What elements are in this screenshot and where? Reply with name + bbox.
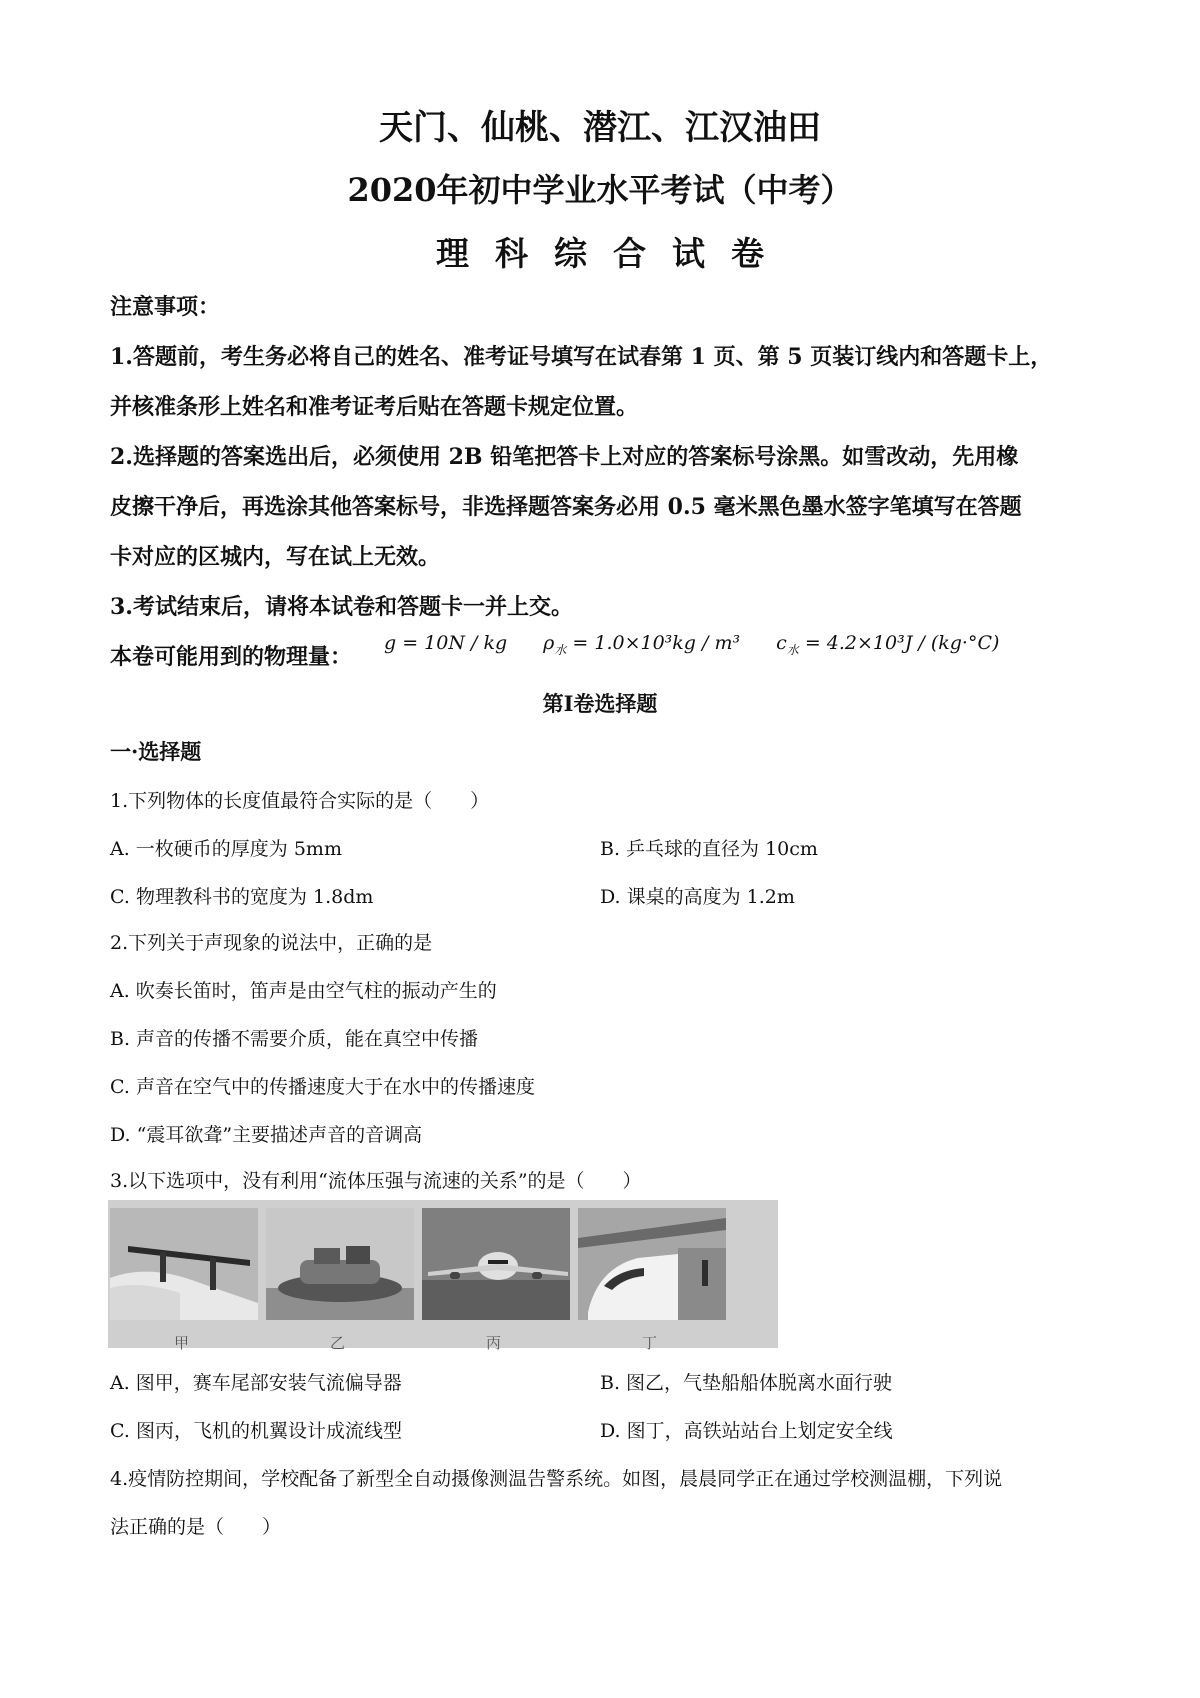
q2-stem: 2.下列关于声现象的说法中，正确的是 — [110, 932, 433, 954]
rho-symbol: ρ — [543, 632, 555, 654]
q4-stem-line-1: 4.疫情防控期间，学校配备了新型全自动摄像测温告警系统。如图，晨晨同学正在通过学校测温棚，下列说 — [110, 1468, 1003, 1490]
photo-label-bing: 丙 — [486, 1334, 502, 1352]
photo-label-jia: 甲 — [174, 1334, 190, 1352]
q3-option-c: C. 图丙，飞机的机翼设计成流线型 — [110, 1420, 402, 1442]
q3-option-b: B. 图乙，气垫船船体脱离水面行驶 — [600, 1372, 893, 1394]
gravity-constant: g = 10N / kg — [384, 632, 508, 654]
q3-stem: 3.以下选项中，没有利用“流体压强与流速的关系”的是（ ） — [110, 1170, 642, 1192]
note-3: 3.考试结束后，请将本试卷和答题卡一并上交。 — [110, 594, 573, 620]
q3-option-a: A. 图甲，赛车尾部安装气流偏导器 — [110, 1372, 402, 1394]
c-value: = 4.2×10³J / (kg·°C) — [798, 632, 1000, 654]
note-2-line-3: 卡对应的区城内，写在试上无效。 — [110, 544, 441, 570]
exam-subject-title: 理科综合试卷 — [436, 234, 790, 273]
note-1-line-2: 并核准条形上姓名和准考证考后贴在答题卡规定位置。 — [110, 394, 639, 420]
q1-option-c: C. 物理教科书的宽度为 1.8dm — [110, 886, 374, 908]
note-2-line-1: 2.选择题的答案选出后，必须使用 2B 铅笔把答卡上对应的答案标号涂黑。如雪改动，先用橡 — [110, 444, 1019, 470]
q2-option-b: B. 声音的传播不需要介质，能在真空中传播 — [110, 1028, 479, 1050]
rho-value: = 1.0×10³kg / m³ — [566, 632, 741, 654]
exam-year-title: 2020年初中学业水平考试（中考） — [347, 171, 853, 209]
note-1-line-1: 1.答题前，考生务必将自己的姓名、准考证号填写在试春第 1 页、第 5 页装订线内和答题卡上， — [110, 344, 1053, 370]
water-specific-heat — [776, 632, 1000, 657]
constants-formula — [384, 632, 1029, 658]
q1-option-a: A. 一枚硬币的厚度为 5mm — [110, 838, 342, 860]
note-2-line-2: 皮擦干净后，再选涂其他答案标号，非选择题答案务必用 0.5 毫米黑色墨水签字笔填写在答题 — [110, 494, 1022, 520]
water-density — [543, 632, 741, 657]
part-title: 第Ⅰ卷选择题 — [542, 691, 658, 716]
q4-stem-line-2: 法正确的是（ ） — [110, 1516, 282, 1538]
c-symbol: c — [776, 632, 787, 654]
q2-option-a: A. 吹奏长笛时，笛声是由空气柱的振动产生的 — [110, 980, 497, 1002]
q1-stem: 1.下列物体的长度值最符合实际的是（ ） — [110, 790, 490, 812]
q3-option-d: D. 图丁，高铁站站台上划定安全线 — [600, 1420, 893, 1442]
section-heading: 一·选择题 — [110, 739, 202, 764]
q2-option-c: C. 声音在空气中的传播速度大于在水中的传播速度 — [110, 1076, 535, 1098]
high-speed-train-photo — [578, 1208, 726, 1320]
race-car-spoiler-photo — [110, 1208, 258, 1320]
rho-subscript: 水 — [554, 642, 567, 657]
c-subscript: 水 — [786, 642, 799, 657]
q2-option-d: D. “震耳欲聋”主要描述声音的音调高 — [110, 1124, 423, 1146]
constants-label: 本卷可能用到的物理量： — [110, 644, 353, 670]
photo-label-yi: 乙 — [330, 1334, 346, 1352]
airplane-photo — [422, 1208, 570, 1320]
exam-region-title: 天门、仙桃、潜江、江汉油田 — [379, 108, 821, 148]
q1-option-b: B. 乒乓球的直径为 10cm — [600, 838, 818, 860]
notes-heading: 注意事项： — [110, 294, 221, 320]
hovercraft-photo — [266, 1208, 414, 1320]
q1-option-d: D. 课桌的高度为 1.2m — [600, 886, 795, 908]
photo-label-ding: 丁 — [642, 1334, 658, 1352]
q3-photo-strip — [108, 1200, 778, 1352]
